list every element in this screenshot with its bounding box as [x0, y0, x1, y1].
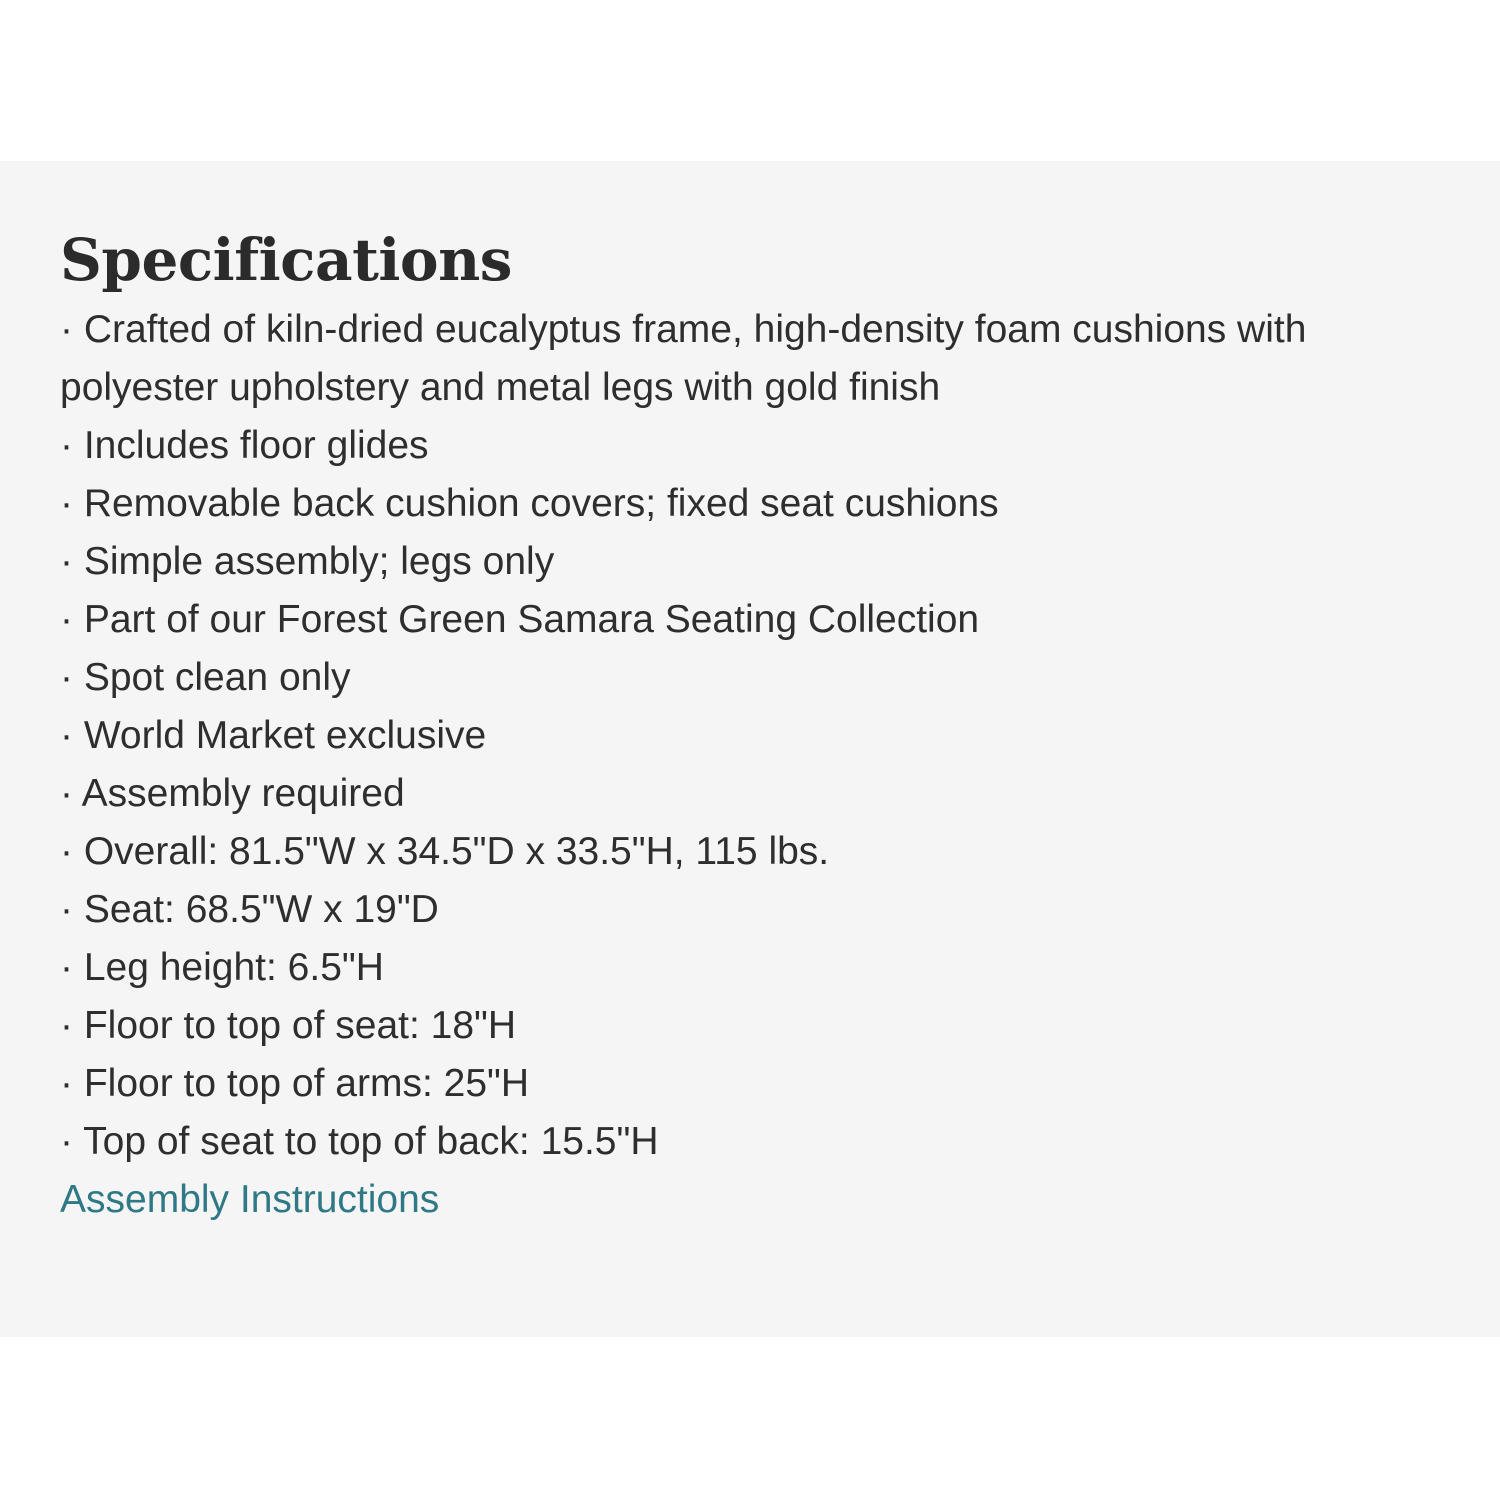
spec-text: Seat: 68.5"W x 19"D — [83, 888, 439, 931]
spec-item-care — [60, 649, 1420, 707]
specifications-panel — [0, 161, 1500, 1337]
spec-text: Crafted of kiln-dried eucalyptus frame, high-density foam cushions with polyester upholstery and metal legs with gold finish — [60, 308, 1307, 409]
spec-bullet: · — [60, 772, 82, 815]
spec-text: Assembly required — [81, 772, 405, 815]
specifications-title: Specifications — [60, 226, 512, 294]
spec-item-back-height — [60, 1113, 1420, 1171]
assembly-instructions-link[interactable]: Assembly Instructions — [60, 1178, 440, 1221]
spec-bullet: · — [60, 946, 84, 989]
spec-bullet: · — [60, 540, 84, 583]
spec-text: Removable back cushion covers; fixed seat cushions — [83, 482, 999, 525]
spec-text: Leg height: 6.5"H — [83, 946, 384, 989]
specifications-list — [60, 301, 1420, 1229]
spec-item-cushion-covers — [60, 475, 1420, 533]
spec-text: Overall: 81.5"W x 34.5"D x 33.5"H, 115 lbs. — [83, 830, 830, 873]
spec-text: Simple assembly; legs only — [83, 540, 555, 583]
spec-bullet: · — [60, 482, 84, 525]
spec-bullet: · — [60, 308, 84, 351]
spec-text: Spot clean only — [83, 656, 351, 699]
spec-text: Floor to top of arms: 25"H — [83, 1062, 530, 1105]
spec-text: World Market exclusive — [83, 714, 487, 757]
spec-item-floor-glides — [60, 417, 1420, 475]
spec-text: Includes floor glides — [83, 424, 429, 467]
spec-item-seat-dimensions — [60, 881, 1420, 939]
spec-bullet: · — [60, 830, 84, 873]
spec-item-leg-height — [60, 939, 1420, 997]
spec-item-overall-dimensions — [60, 823, 1420, 881]
spec-bullet: · — [60, 656, 84, 699]
spec-bullet: · — [60, 888, 84, 931]
spec-bullet: · — [60, 714, 84, 757]
spec-item-arm-height — [60, 1055, 1420, 1113]
spec-bullet: · — [60, 1004, 84, 1047]
spec-bullet: · — [60, 1120, 84, 1163]
spec-text: Top of seat to top of back: 15.5"H — [83, 1120, 659, 1163]
spec-text: Part of our Forest Green Samara Seating Collection — [83, 598, 980, 641]
spec-bullet: · — [60, 424, 84, 467]
spec-bullet: · — [60, 1062, 84, 1105]
spec-item-construction — [60, 301, 1420, 417]
spec-item-seat-height — [60, 997, 1420, 1055]
spec-text: Floor to top of seat: 18"H — [83, 1004, 517, 1047]
spec-item-collection — [60, 591, 1420, 649]
spec-bullet: · — [60, 598, 84, 641]
spec-item-assembly-required — [60, 765, 1420, 823]
spec-item-exclusive — [60, 707, 1420, 765]
spec-item-simple-assembly — [60, 533, 1420, 591]
assembly-instructions-item — [60, 1171, 1420, 1229]
